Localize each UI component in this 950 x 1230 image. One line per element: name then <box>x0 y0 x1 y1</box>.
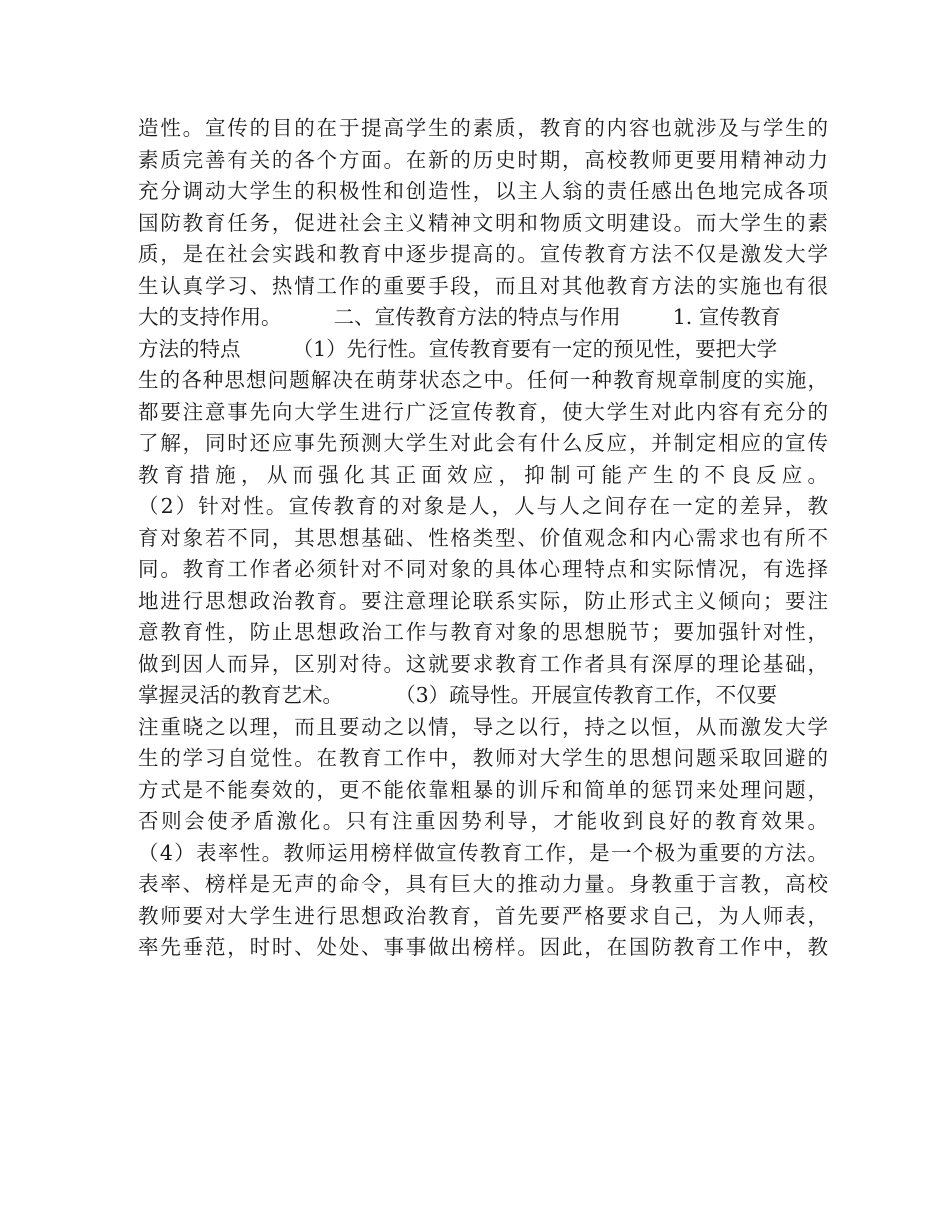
text-line: 否则会使矛盾激化。只有注重因势利导，才能收到良好的教育效果。 <box>138 809 828 833</box>
body-text <box>138 113 828 964</box>
text-line: 同。教育工作者必须针对不同对象的具体心理特点和实际情况，有选择 <box>138 557 828 581</box>
text-line: 教师要对大学生进行思想政治教育，首先要严格要求自己，为人师表， <box>138 903 828 928</box>
text-line: 生的各种思想问题解决在萌芽状态之中。任何一种教育规章制度的实施， <box>138 368 828 392</box>
text-line: （2）针对性。宣传教育的对象是人，人与人之间存在一定的差异，教 <box>138 494 828 518</box>
text-line: 掌握灵活的教育艺术。 （3）疏导性。开展宣传教育工作，不仅要 <box>138 683 778 707</box>
text-line: 方法的特点 （1）先行性。宣传教育要有一定的预见性，要把大学 <box>138 336 778 361</box>
text-line: 质，是在社会实践和教育中逐步提高的。宣传教育方法不仅是激发大学 <box>138 242 828 266</box>
text-line: 了解，同时还应事先预测大学生对此会有什么反应，并制定相应的宣传 <box>138 431 828 455</box>
text-line: 育对象若不同，其思想基础、性格类型、价值观念和内心需求也有所不 <box>138 525 828 550</box>
text-line: 表率、榜样是无声的命令，具有巨大的推动力量。身教重于言教，高校 <box>138 872 828 896</box>
text-line: 国防教育任务，促进社会主义精神文明和物质文明建设。而大学生的素 <box>138 210 828 235</box>
text-line: 方式是不能奏效的，更不能依靠粗暴的训斥和简单的惩罚来处理问题， <box>138 777 828 802</box>
text-line: 做到因人而异，区别对待。这就要求教育工作者具有深厚的理论基础， <box>138 651 828 676</box>
text-line: 生的学习自觉性。在教育工作中，教师对大学生的思想问题采取回避的 <box>138 746 828 770</box>
text-line: 注重晓之以理，而且要动之以情，导之以行，持之以恒，从而激发大学 <box>138 714 828 739</box>
text-line: 率先垂范，时时、处处、事事做出榜样。因此，在国防教育工作中，教 <box>138 935 828 959</box>
text-line: 教育措施，从而强化其正面效应，抑制可能产生的不良反应。 <box>138 462 828 487</box>
text-line: 地进行思想政治教育。要注意理论联系实际，防止形式主义倾向；要注 <box>138 588 828 613</box>
text-line: 素质完善有关的各个方面。在新的历史时期，高校教师更要用精神动力 <box>138 147 828 172</box>
text-line: 大的支持作用。 二、宣传教育方法的特点与作用 1. 宣传教育 <box>138 305 781 329</box>
text-line: 生认真学习、热情工作的重要手段，而且对其他教育方法的实施也有很 <box>138 273 828 298</box>
text-line: 充分调动大学生的积极性和创造性，以主人翁的责任感出色地完成各项 <box>138 179 828 203</box>
text-line: 造性。宣传的目的在于提高学生的素质，教育的内容也就涉及与学生的 <box>138 116 828 140</box>
text-line: 意教育性，防止思想政治工作与教育对象的思想脱节；要加强针对性， <box>138 620 828 644</box>
text-line: （4）表率性。教师运用榜样做宣传教育工作，是一个极为重要的方法。 <box>138 840 828 865</box>
text-line: 都要注意事先向大学生进行广泛宣传教育，使大学生对此内容有充分的 <box>138 399 828 424</box>
